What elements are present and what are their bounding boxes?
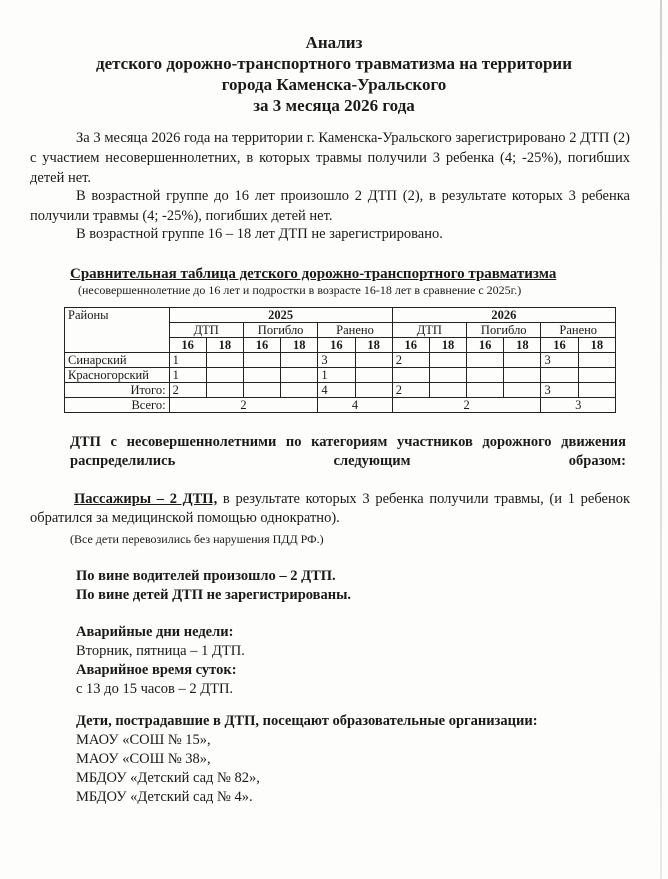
table-cell	[504, 383, 541, 398]
table-cell	[392, 368, 429, 383]
age-16-header: 16	[169, 338, 206, 353]
age-18-header: 18	[504, 338, 541, 353]
age-18-header: 18	[281, 338, 318, 353]
header-injured-2025: Ранено	[318, 323, 392, 338]
age-16-header: 16	[541, 338, 578, 353]
table-cell	[578, 383, 615, 398]
age-16-header: 16	[392, 338, 429, 353]
time-value: с 13 до 15 часов – 2 ДТП.	[76, 681, 234, 697]
fault-children: По вине детей ДТП не зарегистрированы.	[76, 587, 352, 603]
table-cell: 1	[169, 368, 206, 383]
table-cell: 4	[318, 383, 355, 398]
header-killed-2026: Погибло	[467, 323, 541, 338]
document-title	[0, 32, 668, 116]
title-line-3: города Каменска-Уральского	[221, 75, 447, 94]
fault-drivers: По вине водителей произошло – 2 ДТП.	[76, 568, 336, 584]
header-killed-2025: Погибло	[243, 323, 317, 338]
table-cell	[578, 353, 615, 368]
age-18-header: 18	[355, 338, 392, 353]
table-cell	[206, 383, 243, 398]
table-cell: 2	[392, 353, 429, 368]
table-cell	[541, 368, 578, 383]
table-cell: 3	[541, 353, 578, 368]
table-subtitle: (несовершеннолетние до 16 лет и подростки в возрасте 16-18 лет в сравнение с 2025г.)	[78, 283, 522, 297]
table-cell	[206, 353, 243, 368]
table-cell	[429, 353, 466, 368]
districts-header: Районы	[65, 308, 170, 353]
table-title: Сравнительная таблица детского дорожно-транспортного травматизма	[70, 266, 557, 282]
age-18-header: 18	[578, 338, 615, 353]
intro-paragraph-3: В возрастной группе 16 – 18 лет ДТП не зарегистрировано.	[76, 226, 443, 242]
schools-heading: Дети, пострадавшие в ДТП, посещают образовательные организации:	[76, 713, 538, 729]
table-cell: 1	[169, 353, 206, 368]
table-cell	[281, 368, 318, 383]
header-dtp-2025: ДТП	[169, 323, 243, 338]
table-row-grand-total	[65, 398, 616, 413]
table-cell: 3	[541, 383, 578, 398]
table-cell: 2	[392, 383, 429, 398]
school-item: МАОУ «СОШ № 15»,	[76, 732, 211, 748]
title-line-4: за 3 месяца 2026 года	[253, 96, 415, 115]
table-cell	[504, 368, 541, 383]
total-2026-dtp: 2	[392, 398, 541, 413]
table-row-total	[65, 383, 616, 398]
title-line-1: Анализ	[305, 33, 363, 52]
table-cell	[206, 368, 243, 383]
table-cell	[429, 368, 466, 383]
table-cell	[467, 353, 504, 368]
total-2026-injured: 3	[541, 398, 616, 413]
row-name: Синарский	[65, 353, 170, 368]
row-name: Итого:	[65, 383, 170, 398]
comparison-table	[64, 307, 616, 413]
time-heading: Аварийное время суток:	[76, 662, 237, 678]
days-heading: Аварийные дни недели:	[76, 624, 234, 640]
passengers-label: Пассажиры – 2 ДТП,	[74, 491, 218, 507]
school-item: МБДОУ «Детский сад № 82»,	[76, 770, 260, 786]
school-item: МБДОУ «Детский сад № 4».	[76, 789, 253, 805]
table-cell	[504, 353, 541, 368]
age-18-header: 18	[206, 338, 243, 353]
row-name: Красногорский	[65, 368, 170, 383]
table-cell	[281, 383, 318, 398]
intro-paragraph-1: За 3 месяца 2026 года на территории г. Каменска-Уральского зарегистрировано 2 ДТП (2) с участием несовершеннолетних, в которых травмы получили 3 ребенка (4; -25%), погибших детей нет.	[30, 130, 630, 186]
table-cell	[467, 383, 504, 398]
table-cell: 2	[169, 383, 206, 398]
table-cell	[281, 353, 318, 368]
table-cell	[467, 368, 504, 383]
row-name: Всего:	[65, 398, 170, 413]
table-cell	[243, 368, 280, 383]
table-cell	[355, 368, 392, 383]
table-header-years	[65, 308, 616, 323]
total-2025-injured: 4	[318, 398, 392, 413]
total-2025-dtp: 2	[169, 398, 318, 413]
age-16-header: 16	[243, 338, 280, 353]
table-row	[65, 353, 616, 368]
age-16-header: 16	[467, 338, 504, 353]
categories-heading: ДТП с несовершеннолетними по категориям участников дорожного движения распределились следующим образом:	[70, 434, 626, 469]
table-cell	[243, 383, 280, 398]
table-cell	[243, 353, 280, 368]
table-cell	[429, 383, 466, 398]
age-18-header: 18	[429, 338, 466, 353]
table-cell: 3	[318, 353, 355, 368]
table-cell: 1	[318, 368, 355, 383]
header-dtp-2026: ДТП	[392, 323, 466, 338]
passengers-paragraph	[30, 490, 630, 528]
table-cell	[355, 383, 392, 398]
passengers-text: в результате которых 3 ребенка получили травмы, (и 1 ребенок обратился за медицинской помощью однократно).	[30, 491, 630, 526]
intro-paragraph-2: В возрастной группе до 16 лет произошло 2 ДТП (2), в результате которых 3 ребенка получили травмы (4; -25%), погибших детей нет.	[30, 188, 630, 224]
table-row	[65, 368, 616, 383]
year-2025-header: 2025	[169, 308, 392, 323]
passengers-note: (Все дети перевозились без нарушения ПДД РФ.)	[70, 532, 324, 546]
days-value: Вторник, пятница – 1 ДТП.	[76, 643, 245, 659]
year-2026-header: 2026	[392, 308, 615, 323]
school-item: МАОУ «СОШ № 38»,	[76, 751, 211, 767]
table-cell	[355, 353, 392, 368]
age-16-header: 16	[318, 338, 355, 353]
title-line-2: детского дорожно-транспортного травматизма на территории	[95, 54, 573, 73]
header-injured-2026: Ранено	[541, 323, 616, 338]
table-cell	[578, 368, 615, 383]
